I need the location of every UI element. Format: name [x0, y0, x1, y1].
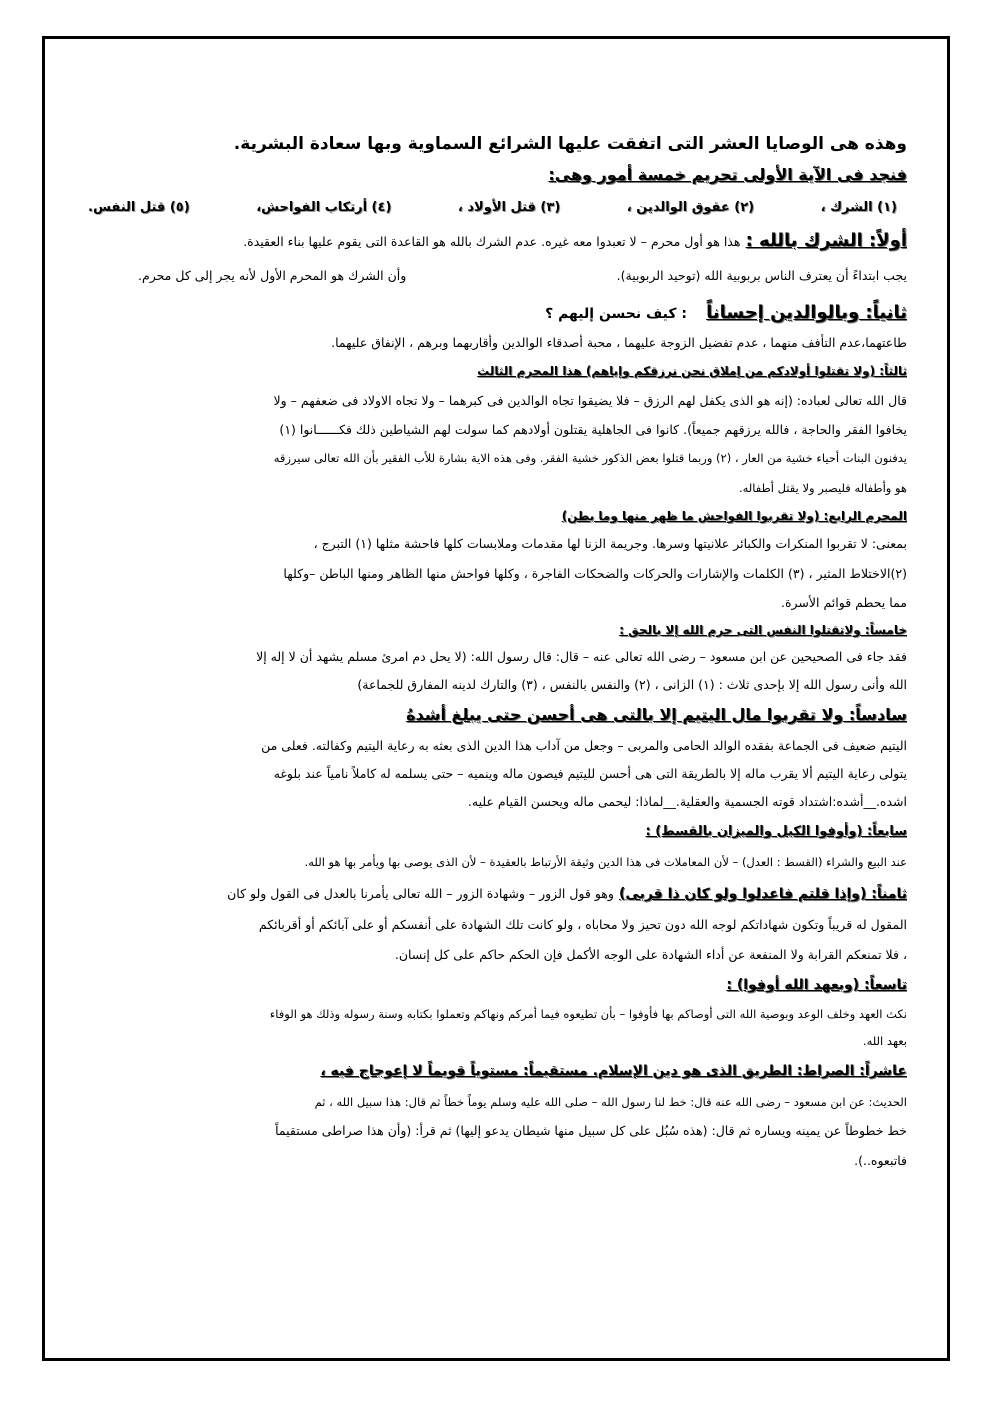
section-7-heading: سابعاً: (وأوفوا الكيل والميزان بالقسط) :	[645, 824, 907, 839]
section-1-line-2	[78, 256, 907, 296]
list-item: (١) الشرك ،	[820, 200, 897, 215]
section-8-text: وهو قول الزور – وشهادة الزور – الله تعالى يأمرنا بالعدل فى القول ولو كان	[227, 886, 614, 901]
section-8-line-1	[78, 876, 907, 910]
forbidden-list	[78, 190, 907, 226]
list-item: (٢) عقوق الوالدين ،	[626, 200, 755, 215]
section-8-text: ، فلا تمنعكم القرابة ولا المنفعة عن أداء الشهادة على الوجه الأكمل فإن الحكم حاكم على كل إنسان.	[394, 947, 907, 962]
section-4-text: مما يحطم قوائم الأسرة.	[781, 595, 907, 610]
section-6-text: اليتيم ضعيف فى الجماعة بفقده الوالد الحامى والمربى – وجعل من آداب هذا الدين الذى بعثه به رعاية اليتيم وكفالته. فعلى من	[261, 738, 907, 753]
section-4-text: (٢)الاختلاط المثير ، (٣) الكلمات والإشارات والحركات والضحكات الفاجرة ، وكلها فواحش منها الظاهر ومنها الباطن –وكلها	[283, 566, 907, 581]
first-verse-heading: فنجد فى الآية الأولى تحريم خمسة أمور وهى:	[548, 165, 907, 184]
section-3-text: يخافوا الفقر والحاجة ، فالله يرزقهم جميعاً). كانوا فى الجاهلية يقتلون أولادهم كما سولت لهم الشياطين ذلك فكــــــانوا (١)	[279, 422, 907, 437]
section-1-text: هذا هو أول محرم – لا تعبدوا معه غيره. عدم الشرك بالله هو القاعدة التى يقوم عليها بناء العقيدة.	[243, 234, 741, 249]
section-9-text: نكث العهد وخلف الوعد وبوصية الله التى أوصاكم بها فأوفوا – بأن تطيعوه فيما أمركم ونهاكم وتعملوا بكتابه وسنة رسوله وذلك هو الوفاء	[269, 1007, 907, 1021]
section-5-text: فقد جاء فى الصحيحين عن ابن مسعود – رضى الله تعالى عنه – قال: قال رسول الله: (لا يحل دم امرئ مسلم يشهد أن لا إله إلا	[256, 649, 907, 664]
list-item: (٣) قتل الأولاد ،	[457, 200, 561, 215]
section-5-heading: خامساً: ولاتقتلوا النفس التى حرم الله إلا بالحق :	[619, 623, 907, 637]
section-10-text: الحديث: عن ابن مسعود – رضى الله عنه قال: خط لنا رسول الله – صلى الله عليه وسلم يوماً خطاً ثم قال: هذا سبيل الله ، ثم	[314, 1095, 907, 1109]
section-6-text: اشده.__أشده:اشتداد قوته الجسمية والعقلية.__لماذا: ليحمى ماله ويحسن القيام عليه.	[467, 794, 907, 809]
section-4-text: بمعنى: لا تقربوا المنكرات والكبائر علانيتها وسرها. وجريمة الزنا لها مقدمات وملابسات كلها فاحشة مثلها (١) التبرج ،	[313, 536, 907, 551]
document-body	[78, 128, 907, 1176]
section-2-heading: ثانياً: وبالوالدين إحساناً	[706, 302, 907, 323]
section-3-heading: ثالثاً: (ولا تقتلوا أولادكم من إملاق نحن نرزقكم وإياهم) هذا المحرم الثالث	[477, 364, 907, 378]
section-1-heading: أولاً: الشرك بالله :	[745, 230, 907, 251]
section-10-heading: عاشراً: الصراط: الطريق الذى هو دين الإسلام. مستقيماً: مستوياً قويماً لا إعوجاج فيه ،	[320, 1063, 907, 1079]
section-10-text: فاتبعوه..).	[854, 1153, 907, 1168]
section-6-text: يتولى رعاية اليتيم ألا يقرب ماله إلا بالطريقة التى هى أحسن لليتيم فيصون ماله وينميه – حتى يسلمه له كاملاً نامياً عند بلوغه	[273, 766, 907, 781]
section-2-line-1	[78, 296, 907, 330]
section-2-question: : كيف نحسن إليهم ؟	[545, 306, 688, 322]
section-3-text: يدفنون البنات أحياء خشية من العار ، (٢) وربما قتلوا بعض الذكور خشية الفقر. وفى هذه الاية بشارة للأب الفقير بأن الله تعالى سيرزقه	[273, 451, 907, 465]
section-8-heading: ثامناً: (وإذا قلتم فاعدلوا ولو كان ذا قربى)	[619, 886, 907, 902]
section-3-text: هو وأطفاله فليصبر ولا يقتل أطفاله.	[738, 481, 907, 495]
list-item: (٥) قتل النفس.	[88, 200, 190, 215]
section-9-heading: تاسعاً: (وبعهد الله أوفوا) :	[726, 977, 907, 993]
section-3-text: قال الله تعالى لعباده: (إنه هو الذى يكفل لهم الرزق – فلا يضيقوا تجاه الوالدين فى كبرهما – ولا تجاه الاولاد فى ضعفهم – ولا	[273, 393, 907, 408]
section-9-text: بعهد الله.	[862, 1034, 907, 1048]
section-4-heading: المحرم الرابع: (ولا تقربوا الفواحش ما ظهر منها وما بطن)	[561, 509, 907, 523]
intro-line: وهذه هى الوصايا العشر التى اتفقت عليها الشرائع السماوية وبها سعادة البشرية.	[233, 134, 907, 154]
section-1-text-b: وأن الشرك هو المحرم الأول لأنه يجر إلى كل محرم.	[138, 268, 407, 283]
list-item: (٤) أرتكاب الفواحش،	[256, 200, 392, 215]
section-8-text: المقول له قريباً وتكون شهاداتكم لوجه الله دون تحيز ولا محاباه ، ولو كانت تلك الشهادة على أنفسكم أو على آبائكم أو أقربائكم	[258, 917, 907, 932]
section-6-heading: سادساً: ولا تقربوا مال اليتيم إلا بالتى هى أحسن حتى يبلغ أشدهُ	[406, 705, 907, 724]
section-1-line-1	[78, 226, 907, 256]
section-10-text: خط خطوطاً عن يمينه ويساره ثم قال: (هذه سُبُل على كل سبيل منها شيطان يدعو إليها) ثم قرأ: (وأن هذا صراطى مستقيماً	[275, 1123, 907, 1138]
section-5-text: الله وأنى رسول الله إلا بإحدى ثلاث : (١) الزانى ، (٢) والنفس بالنفس ، (٣) والتارك لدينه المفارق للجماعة)	[357, 677, 907, 692]
section-7-text: عند البيع والشراء (القسط : العدل) – لأن المعاملات فى هذا الدين وثيقة الأرتباط بالعقيدة – لأن الذى يوصى بها ويأمر بها هو الله.	[304, 855, 907, 869]
section-2-text: طاعتهما،عدم التأفف منهما ، عدم تفضيل الزوجة عليهما ، محبة أصدقاء الوالدين وأقاربهما وبرهم ، الإنفاق عليهما.	[331, 335, 907, 350]
section-1-text-a: يجب ابتداءً أن يعترف الناس بربوبية الله (توحيد الربوبية).	[616, 268, 907, 283]
